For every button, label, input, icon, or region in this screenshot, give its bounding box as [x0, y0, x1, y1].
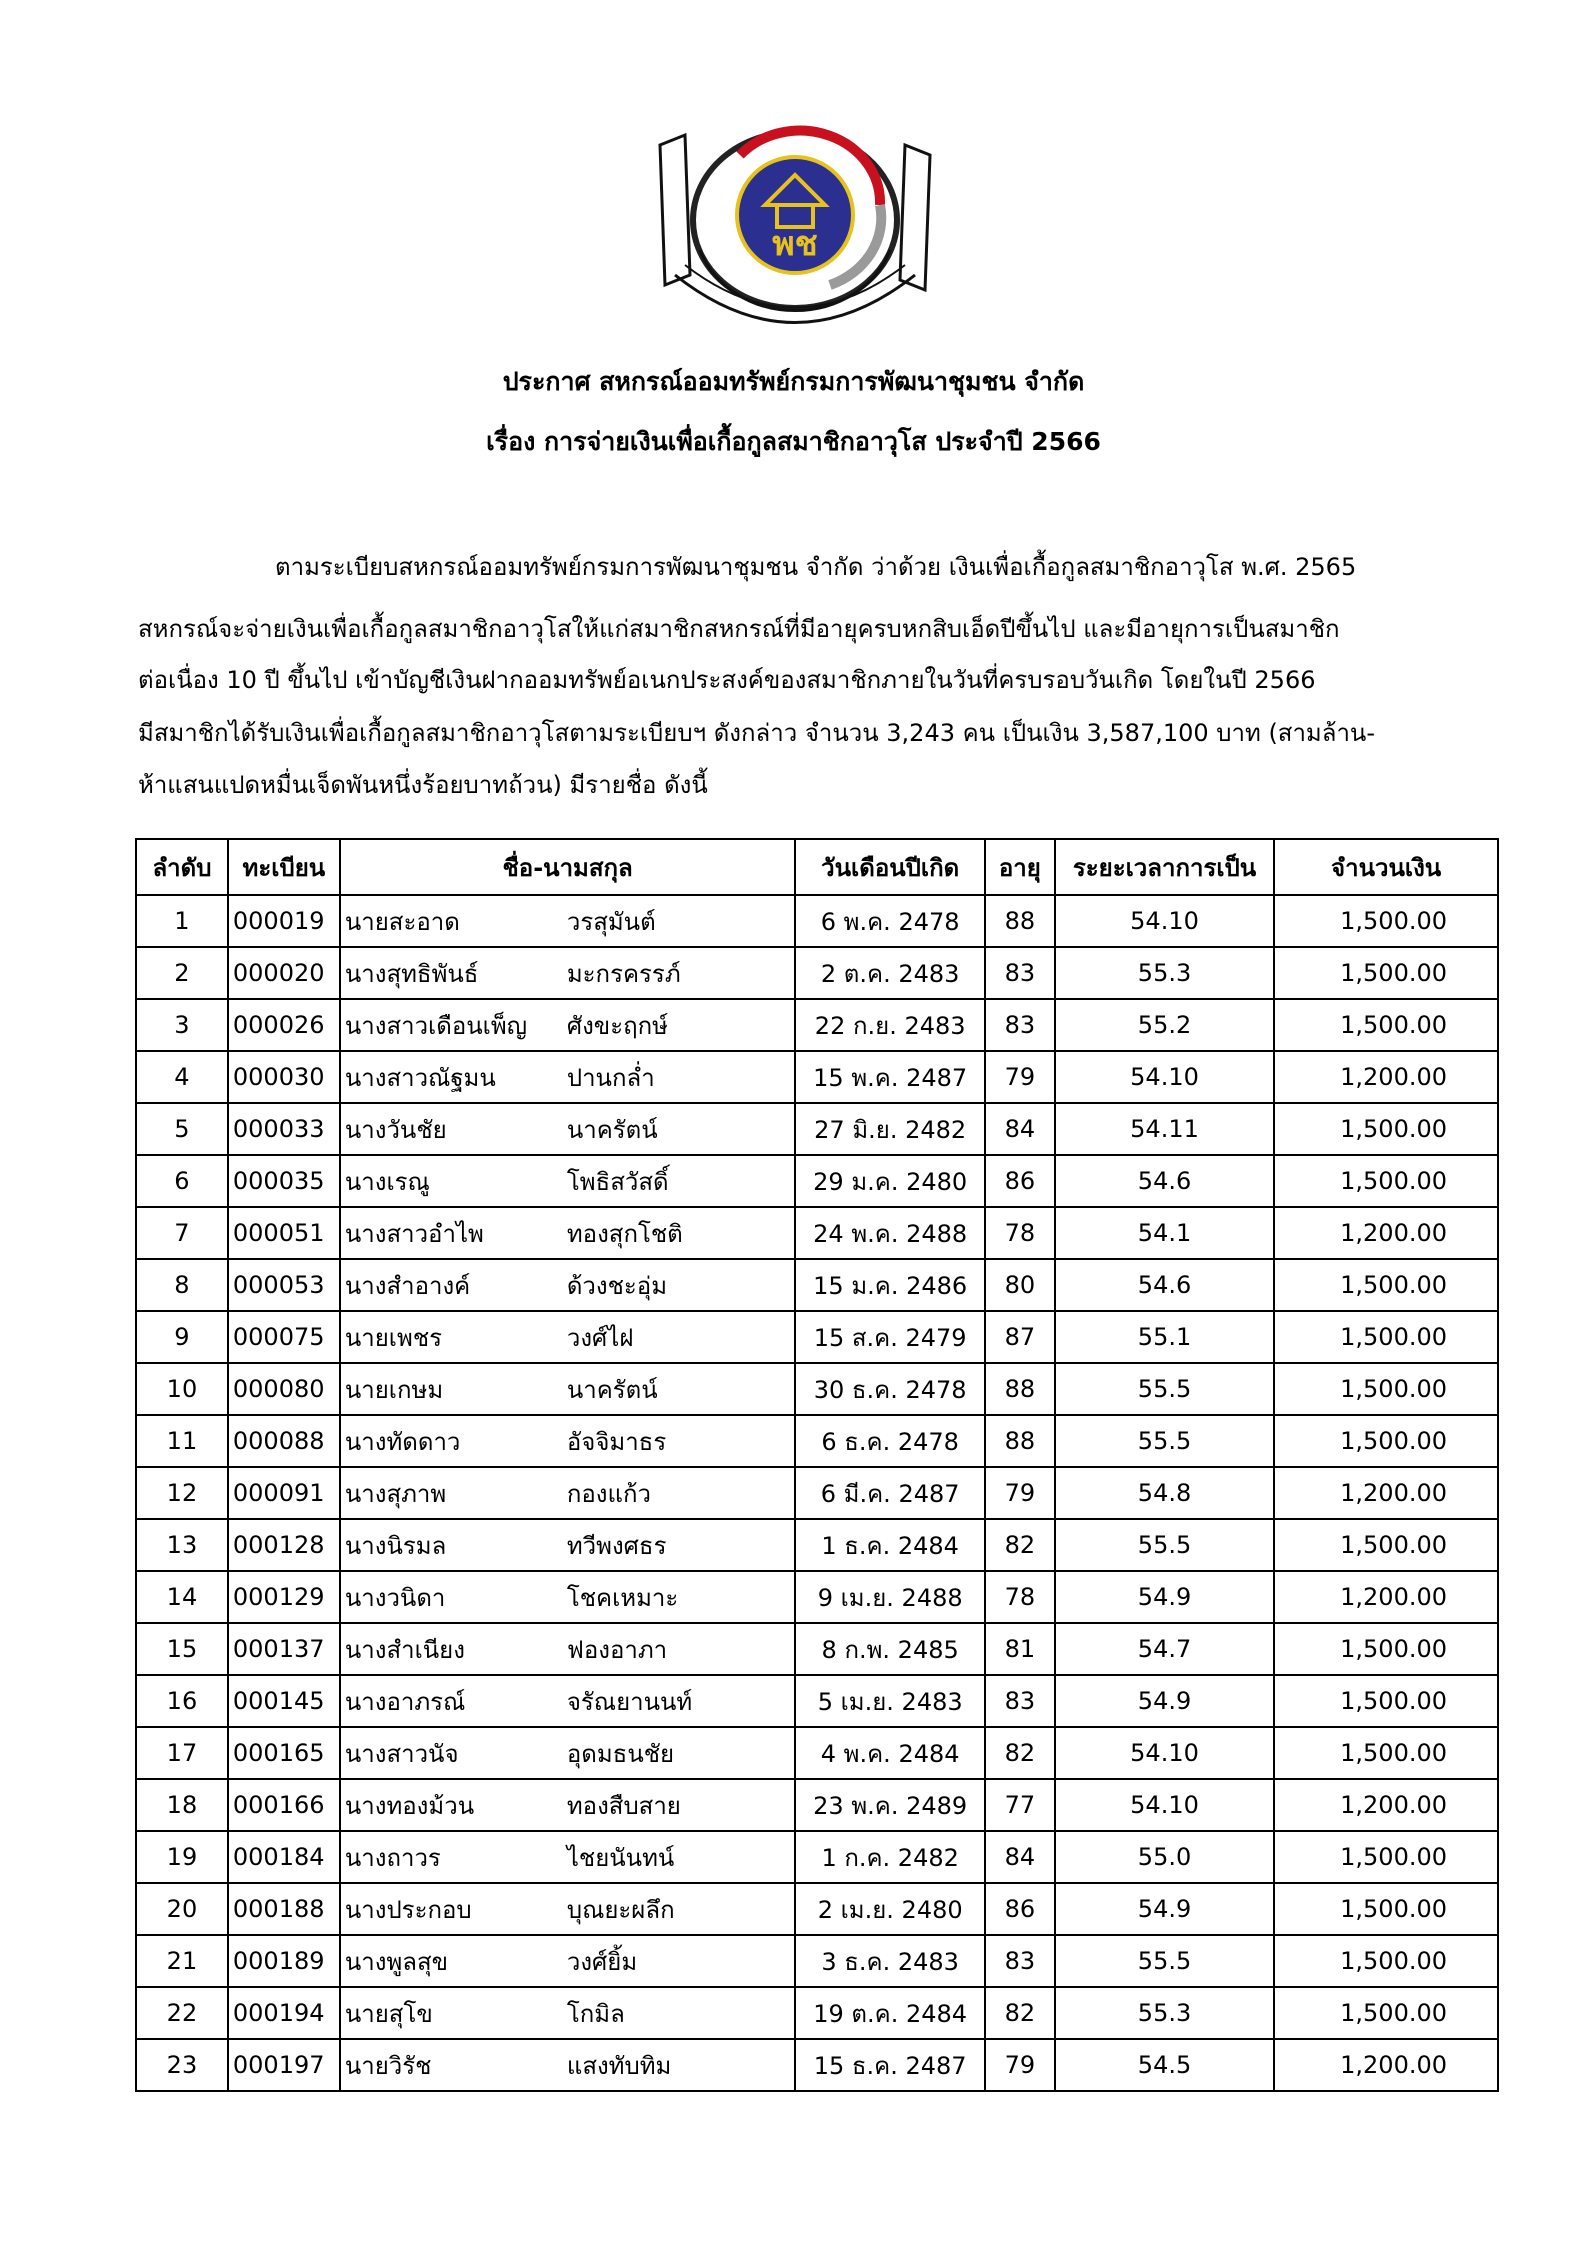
- announcement-title: ประกาศ สหกรณ์ออมทรัพย์กรมการพัฒนาชุมชน จำกัด: [502, 367, 1085, 396]
- cell-dob: 15 ส.ค. 2479: [795, 1311, 984, 1363]
- first-name: นางสำอางค์: [344, 1271, 471, 1300]
- cell-reg: 000188: [228, 1883, 340, 1935]
- cell-age: 80: [985, 1259, 1055, 1311]
- table-row: [136, 1051, 1498, 1103]
- first-name: นายสะอาด: [344, 907, 460, 936]
- body-paragraph-line: ตามระเบียบสหกรณ์ออมทรัพย์กรมการพัฒนาชุมชน จำกัด ว่าด้วย เงินเพื่อเกื้อกูลสมาชิกอาวุโส พ.ศ. 2565: [275, 553, 1357, 581]
- table-row: [136, 1155, 1498, 1207]
- cell-name: [340, 1207, 796, 1259]
- cell-age: 83: [985, 999, 1055, 1051]
- cell-reg: 000026: [228, 999, 340, 1051]
- body-paragraph-line: ห้าแสนแปดหมื่นเจ็ดพันหนึ่งร้อยบาทถ้วน) มีรายชื่อ ดังนี้: [138, 771, 708, 799]
- last-name: วงศ์ยิ้ม: [566, 1947, 638, 1976]
- cell-dob: 3 ธ.ค. 2483: [795, 1935, 984, 1987]
- cell-name: [340, 999, 796, 1051]
- cell-age: 88: [985, 1415, 1055, 1467]
- last-name: โชคเหมาะ: [566, 1583, 679, 1612]
- first-name: นายวิรัช: [344, 2051, 432, 2080]
- cell-reg: 000051: [228, 1207, 340, 1259]
- cell-tenure: 55.5: [1055, 1363, 1274, 1415]
- cell-name: [340, 1415, 796, 1467]
- last-name: ศังขะฤกษ์: [566, 1011, 668, 1040]
- first-name: นางสำเนียง: [344, 1635, 465, 1664]
- cell-reg: 000129: [228, 1571, 340, 1623]
- cell-amount: 1,500.00: [1274, 1987, 1498, 2039]
- cell-amount: 1,500.00: [1274, 1831, 1498, 1883]
- cell-tenure: 54.5: [1055, 2039, 1274, 2091]
- last-name: จรัณยานนท์: [566, 1687, 693, 1716]
- first-name: นางสาวอำไพ: [344, 1219, 484, 1248]
- cell-name: [340, 1675, 796, 1727]
- cell-no: 16: [136, 1675, 228, 1727]
- cell-name: [340, 1883, 796, 1935]
- member-payment-table: [135, 838, 1499, 2092]
- first-name: นางสาวเดือนเพ็ญ: [344, 1011, 528, 1040]
- table-header-row: [136, 839, 1498, 895]
- cell-amount: 1,500.00: [1274, 895, 1498, 947]
- last-name: อุดมธนชัย: [566, 1739, 675, 1768]
- cell-no: 21: [136, 1935, 228, 1987]
- cell-amount: 1,500.00: [1274, 1259, 1498, 1311]
- table-row: [136, 1935, 1498, 1987]
- cell-no: 1: [136, 895, 228, 947]
- cell-amount: 1,200.00: [1274, 1571, 1498, 1623]
- cell-name: [340, 1155, 796, 1207]
- table-row: [136, 1831, 1498, 1883]
- cell-no: 7: [136, 1207, 228, 1259]
- first-name: นางสุทธิพันธ์: [344, 959, 479, 988]
- cell-no: 3: [136, 999, 228, 1051]
- cell-age: 78: [985, 1207, 1055, 1259]
- cell-name: [340, 1311, 796, 1363]
- first-name: นางสาวนัจ: [344, 1739, 459, 1768]
- first-name: นางถาวร: [344, 1843, 441, 1872]
- table-row: [136, 1467, 1498, 1519]
- cell-dob: 8 ก.พ. 2485: [795, 1623, 984, 1675]
- first-name: นางสาวณัฐมน: [344, 1063, 496, 1092]
- body-paragraph-line: ต่อเนื่อง 10 ปี ขึ้นไป เข้าบัญชีเงินฝากออมทรัพย์อเนกประสงค์ของสมาชิกภายในวันที่ครบรอบวันเกิด โดยในปี 2566: [138, 666, 1316, 694]
- table-row: [136, 1259, 1498, 1311]
- body-paragraph-line: สหกรณ์จะจ่ายเงินเพื่อเกื้อกูลสมาชิกอาวุโสให้แก่สมาชิกสหกรณ์ที่มีอายุครบหกสิบเอ็ดปีขึ้นไป และมีอายุการเป็นสมาชิก: [138, 615, 1340, 643]
- cell-dob: 15 ธ.ค. 2487: [795, 2039, 984, 2091]
- cell-reg: 000184: [228, 1831, 340, 1883]
- cell-reg: 000137: [228, 1623, 340, 1675]
- body-paragraph-line: มีสมาชิกได้รับเงินเพื่อเกื้อกูลสมาชิกอาวุโสตามระเบียบฯ ดังกล่าว จำนวน 3,243 คน เป็นเงิน 3,587,100 บาท (สามล้าน-: [138, 719, 1375, 747]
- table-row: [136, 1207, 1498, 1259]
- cell-age: 83: [985, 1675, 1055, 1727]
- cell-age: 83: [985, 1935, 1055, 1987]
- last-name: ทวีพงศธร: [566, 1531, 667, 1560]
- cell-no: 18: [136, 1779, 228, 1831]
- cell-reg: 000194: [228, 1987, 340, 2039]
- first-name: นางเรณู: [344, 1167, 430, 1196]
- cell-no: 2: [136, 947, 228, 999]
- last-name: ฟองอาภา: [566, 1635, 668, 1664]
- cell-reg: 000091: [228, 1467, 340, 1519]
- cell-no: 5: [136, 1103, 228, 1155]
- table-row: [136, 1779, 1498, 1831]
- cell-amount: 1,500.00: [1274, 1311, 1498, 1363]
- col-header-amount: จำนวนเงิน: [1274, 839, 1498, 895]
- col-header-age: อายุ: [985, 839, 1055, 895]
- first-name: นายเพชร: [344, 1323, 442, 1352]
- cell-dob: 6 พ.ค. 2478: [795, 895, 984, 947]
- last-name: นาครัตน์: [566, 1375, 658, 1404]
- cell-amount: 1,500.00: [1274, 1883, 1498, 1935]
- first-name: นางวันชัย: [344, 1115, 447, 1144]
- cell-dob: 1 ก.ค. 2482: [795, 1831, 984, 1883]
- cell-tenure: 55.5: [1055, 1519, 1274, 1571]
- cell-age: 77: [985, 1779, 1055, 1831]
- cell-reg: 000189: [228, 1935, 340, 1987]
- cell-tenure: 55.3: [1055, 1987, 1274, 2039]
- cell-reg: 000019: [228, 895, 340, 947]
- cell-no: 10: [136, 1363, 228, 1415]
- cell-no: 19: [136, 1831, 228, 1883]
- col-header-dob: วันเดือนปีเกิด: [795, 839, 984, 895]
- cell-reg: 000075: [228, 1311, 340, 1363]
- last-name: วรสุมันต์: [566, 907, 656, 936]
- cell-reg: 000145: [228, 1675, 340, 1727]
- cell-dob: 4 พ.ค. 2484: [795, 1727, 984, 1779]
- cell-no: 22: [136, 1987, 228, 2039]
- cell-name: [340, 1467, 796, 1519]
- cell-amount: 1,500.00: [1274, 1155, 1498, 1207]
- cell-name: [340, 1987, 796, 2039]
- announcement-subject: เรื่อง การจ่ายเงินเพื่อเกื้อกูลสมาชิกอาวุโส ประจำปี 2566: [486, 427, 1101, 456]
- cell-no: 12: [136, 1467, 228, 1519]
- cell-dob: 23 พ.ค. 2489: [795, 1779, 984, 1831]
- cell-amount: 1,500.00: [1274, 1623, 1498, 1675]
- cell-age: 84: [985, 1103, 1055, 1155]
- cell-age: 79: [985, 1467, 1055, 1519]
- table-row: [136, 1415, 1498, 1467]
- table-row: [136, 2039, 1498, 2091]
- cell-tenure: 54.9: [1055, 1571, 1274, 1623]
- last-name: มะกรครรภ์: [566, 959, 681, 988]
- table-row: [136, 1571, 1498, 1623]
- cell-tenure: 54.8: [1055, 1467, 1274, 1519]
- cell-age: 87: [985, 1311, 1055, 1363]
- cell-reg: 000053: [228, 1259, 340, 1311]
- first-name: นางพูลสุข: [344, 1947, 449, 1976]
- cell-dob: 19 ต.ค. 2484: [795, 1987, 984, 2039]
- table-row: [136, 1727, 1498, 1779]
- cell-amount: 1,200.00: [1274, 1207, 1498, 1259]
- cell-name: [340, 947, 796, 999]
- cell-name: [340, 1727, 796, 1779]
- cell-age: 88: [985, 895, 1055, 947]
- cell-age: 86: [985, 1883, 1055, 1935]
- cell-no: 6: [136, 1155, 228, 1207]
- cell-reg: 000030: [228, 1051, 340, 1103]
- first-name: นางทองม้วน: [344, 1791, 475, 1820]
- cell-dob: 30 ธ.ค. 2478: [795, 1363, 984, 1415]
- last-name: ทองสุกโชติ: [566, 1219, 683, 1248]
- first-name: นางนิรมล: [344, 1531, 447, 1560]
- last-name: โกมิล: [566, 1999, 625, 2028]
- cell-no: 11: [136, 1415, 228, 1467]
- table-row: [136, 1675, 1498, 1727]
- cell-tenure: 54.10: [1055, 1727, 1274, 1779]
- cell-reg: 000088: [228, 1415, 340, 1467]
- cell-dob: 6 ธ.ค. 2478: [795, 1415, 984, 1467]
- cell-age: 81: [985, 1623, 1055, 1675]
- cell-dob: 24 พ.ค. 2488: [795, 1207, 984, 1259]
- cell-name: [340, 1831, 796, 1883]
- cell-tenure: 54.6: [1055, 1259, 1274, 1311]
- cell-dob: 15 ม.ค. 2486: [795, 1259, 984, 1311]
- cell-amount: 1,500.00: [1274, 1363, 1498, 1415]
- cell-no: 9: [136, 1311, 228, 1363]
- table-row: [136, 947, 1498, 999]
- cell-dob: 2 เม.ย. 2480: [795, 1883, 984, 1935]
- cell-dob: 1 ธ.ค. 2484: [795, 1519, 984, 1571]
- col-header-tenure: ระยะเวลาการเป็น: [1055, 839, 1274, 895]
- cell-reg: 000080: [228, 1363, 340, 1415]
- cell-tenure: 55.5: [1055, 1935, 1274, 1987]
- cell-amount: 1,200.00: [1274, 1051, 1498, 1103]
- cell-amount: 1,200.00: [1274, 2039, 1498, 2091]
- table-row: [136, 1623, 1498, 1675]
- last-name: แสงทับทิม: [566, 2051, 672, 2080]
- cell-dob: 29 ม.ค. 2480: [795, 1155, 984, 1207]
- logo-emblem-icon: [737, 157, 853, 273]
- svg-text:พช: พช: [772, 224, 818, 264]
- cell-age: 83: [985, 947, 1055, 999]
- cell-no: 23: [136, 2039, 228, 2091]
- cell-dob: 22 ก.ย. 2483: [795, 999, 984, 1051]
- cell-age: 82: [985, 1519, 1055, 1571]
- last-name: โพธิสวัสดิ์: [566, 1167, 669, 1196]
- cell-age: 78: [985, 1571, 1055, 1623]
- cell-age: 82: [985, 1987, 1055, 2039]
- cell-name: [340, 1935, 796, 1987]
- cell-tenure: 54.11: [1055, 1103, 1274, 1155]
- table-row: [136, 1363, 1498, 1415]
- cell-dob: 2 ต.ค. 2483: [795, 947, 984, 999]
- cell-dob: 15 พ.ค. 2487: [795, 1051, 984, 1103]
- cell-no: 20: [136, 1883, 228, 1935]
- col-header-no: ลำดับ: [136, 839, 228, 895]
- cell-tenure: 54.7: [1055, 1623, 1274, 1675]
- cell-name: [340, 1363, 796, 1415]
- cell-name: [340, 1519, 796, 1571]
- cell-dob: 9 เม.ย. 2488: [795, 1571, 984, 1623]
- cell-tenure: 54.9: [1055, 1883, 1274, 1935]
- cell-amount: 1,500.00: [1274, 1103, 1498, 1155]
- cell-no: 17: [136, 1727, 228, 1779]
- cell-amount: 1,500.00: [1274, 947, 1498, 999]
- cell-tenure: 55.5: [1055, 1415, 1274, 1467]
- last-name: ไชยนันทน์: [566, 1843, 675, 1872]
- first-name: นายสุโข: [344, 1999, 433, 2028]
- cell-amount: 1,500.00: [1274, 1519, 1498, 1571]
- cell-reg: 000033: [228, 1103, 340, 1155]
- cell-tenure: 54.10: [1055, 895, 1274, 947]
- first-name: นางประกอบ: [344, 1895, 472, 1924]
- cell-tenure: 55.1: [1055, 1311, 1274, 1363]
- first-name: นายเกษม: [344, 1375, 444, 1404]
- col-header-reg: ทะเบียน: [228, 839, 340, 895]
- cell-age: 86: [985, 1155, 1055, 1207]
- table-row: [136, 1987, 1498, 2039]
- cell-amount: 1,500.00: [1274, 1727, 1498, 1779]
- cell-age: 88: [985, 1363, 1055, 1415]
- cell-name: [340, 2039, 796, 2091]
- last-name: กองแก้ว: [566, 1479, 651, 1508]
- last-name: วงศ์ไฝ: [566, 1323, 634, 1352]
- cell-no: 14: [136, 1571, 228, 1623]
- cell-name: [340, 1103, 796, 1155]
- cell-amount: 1,200.00: [1274, 1467, 1498, 1519]
- col-header-name: ชื่อ-นามสกุล: [340, 839, 796, 895]
- cell-tenure: 54.10: [1055, 1779, 1274, 1831]
- cell-name: [340, 1051, 796, 1103]
- last-name: อัจจิมาธร: [566, 1427, 667, 1456]
- cell-tenure: 54.10: [1055, 1051, 1274, 1103]
- cell-reg: 000128: [228, 1519, 340, 1571]
- table-row: [136, 1519, 1498, 1571]
- cell-tenure: 55.3: [1055, 947, 1274, 999]
- cell-name: [340, 1571, 796, 1623]
- table-row: [136, 1311, 1498, 1363]
- cell-reg: 000165: [228, 1727, 340, 1779]
- cell-tenure: 54.9: [1055, 1675, 1274, 1727]
- cell-amount: 1,500.00: [1274, 1935, 1498, 1987]
- table-row: [136, 895, 1498, 947]
- cell-age: 79: [985, 2039, 1055, 2091]
- cell-reg: 000197: [228, 2039, 340, 2091]
- cell-no: 13: [136, 1519, 228, 1571]
- cell-no: 8: [136, 1259, 228, 1311]
- cell-reg: 000166: [228, 1779, 340, 1831]
- last-name: ด้วงชะอุ่ม: [566, 1271, 668, 1300]
- cell-dob: 5 เม.ย. 2483: [795, 1675, 984, 1727]
- last-name: ปานกล่ำ: [566, 1063, 655, 1092]
- table-row: [136, 1103, 1498, 1155]
- cell-amount: 1,500.00: [1274, 1415, 1498, 1467]
- cell-tenure: 54.1: [1055, 1207, 1274, 1259]
- cell-age: 82: [985, 1727, 1055, 1779]
- first-name: นางทัดดาว: [344, 1427, 461, 1456]
- cell-reg: 000020: [228, 947, 340, 999]
- cell-dob: 6 มี.ค. 2487: [795, 1467, 984, 1519]
- cell-dob: 27 มิ.ย. 2482: [795, 1103, 984, 1155]
- cell-no: 4: [136, 1051, 228, 1103]
- cell-tenure: 54.6: [1055, 1155, 1274, 1207]
- last-name: นาครัตน์: [566, 1115, 658, 1144]
- cell-name: [340, 1623, 796, 1675]
- cell-name: [340, 895, 796, 947]
- cell-no: 15: [136, 1623, 228, 1675]
- table-row: [136, 999, 1498, 1051]
- cell-age: 84: [985, 1831, 1055, 1883]
- last-name: ทองสืบสาย: [566, 1791, 681, 1820]
- last-name: บุณยะผลึก: [566, 1895, 675, 1924]
- first-name: นางวนิดา: [344, 1583, 446, 1612]
- cell-amount: 1,500.00: [1274, 999, 1498, 1051]
- cell-amount: 1,500.00: [1274, 1675, 1498, 1727]
- first-name: นางอาภรณ์: [344, 1687, 466, 1716]
- cell-name: [340, 1259, 796, 1311]
- cooperative-logo: [640, 125, 950, 340]
- first-name: นางสุภาพ: [344, 1479, 447, 1508]
- cell-age: 79: [985, 1051, 1055, 1103]
- table-row: [136, 1883, 1498, 1935]
- cell-reg: 000035: [228, 1155, 340, 1207]
- cell-amount: 1,200.00: [1274, 1779, 1498, 1831]
- cell-tenure: 55.2: [1055, 999, 1274, 1051]
- cell-tenure: 55.0: [1055, 1831, 1274, 1883]
- cell-name: [340, 1779, 796, 1831]
